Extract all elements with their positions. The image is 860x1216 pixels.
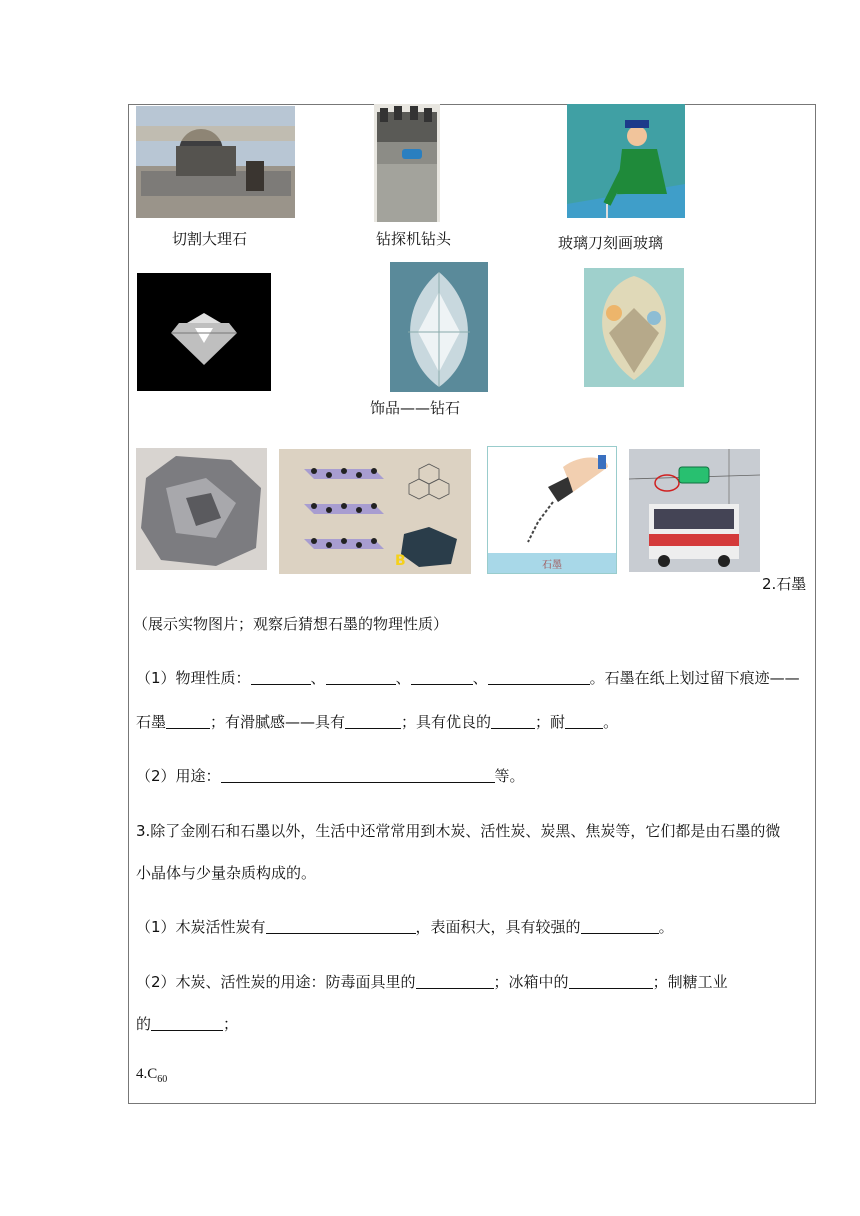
- blank-7[interactable]: [491, 714, 535, 729]
- q1-prefix: （1）物理性质：: [136, 669, 251, 687]
- q1-suffix: 。石墨在纸上划过留下痕迹——: [589, 669, 800, 687]
- drill-bit-photo: [374, 104, 440, 222]
- blank-3[interactable]: [411, 670, 473, 685]
- diamond-black-photo: [137, 273, 271, 391]
- section3-q2-line2: 的 ；: [136, 1015, 239, 1033]
- jewel-caption: 饰品——钻石: [370, 399, 461, 417]
- section4-heading: $4.C_{60}$: [136, 1066, 168, 1085]
- section2-q1-line1: （1）物理性质： 、 、 、 。石墨在纸上划过留下痕迹——: [136, 669, 800, 687]
- blank-13[interactable]: [569, 974, 653, 989]
- diamond-pear-photo: [390, 262, 488, 392]
- blank-4[interactable]: [488, 670, 590, 685]
- blank-9[interactable]: [221, 768, 495, 783]
- section2-q2: （2）用途： 等。: [136, 767, 525, 785]
- blank-14[interactable]: [151, 1016, 223, 1031]
- section2-intro: （展示实物图片；观察后猜想石墨的物理性质）: [133, 615, 449, 633]
- blank-6[interactable]: [345, 714, 401, 729]
- trolleybus-photo: [629, 449, 760, 572]
- blank-5[interactable]: [166, 714, 210, 729]
- marble-cutting-photo: [136, 106, 295, 218]
- glass-caption: 玻璃刀刻画玻璃: [558, 234, 664, 252]
- graphite-ore-photo: [136, 448, 267, 570]
- section3-line1: 3.除了金刚石和石墨以外，生活中还常常用到木炭、活性炭、炭黑、焦炭等，它们都是由石墨的微: [136, 822, 781, 840]
- glass-cutter-illustration: [567, 104, 685, 218]
- section3-q1: （1）木炭活性炭有 ，表面积大，具有较强的 。: [136, 918, 674, 936]
- content-frame: [128, 104, 816, 1104]
- section2-heading: 2.石墨: [762, 575, 807, 593]
- section3-line2: 小晶体与少量杂质构成的。: [136, 864, 317, 882]
- figure-label-b: B: [395, 553, 406, 569]
- blank-2[interactable]: [326, 670, 396, 685]
- diamond-color-photo: [584, 268, 684, 387]
- pencil-illustration: [487, 446, 617, 574]
- blank-12[interactable]: [416, 974, 494, 989]
- drill-caption: 钻探机钻头: [376, 230, 452, 248]
- blank-8[interactable]: [565, 714, 603, 729]
- blank-10[interactable]: [266, 919, 416, 934]
- section3-q2-line1: （2）木炭、活性炭的用途：防毒面具里的 ；冰箱中的 ；制糖工业: [136, 973, 728, 991]
- pencil-label: 石墨: [542, 560, 562, 571]
- graphite-structure-diagram: [279, 449, 471, 574]
- marble-caption: 切割大理石: [172, 230, 248, 248]
- section2-q1-line2: 石墨 ；有滑腻感——具有 ；具有优良的 ；耐 。: [136, 713, 619, 731]
- blank-11[interactable]: [581, 919, 659, 934]
- blank-1[interactable]: [251, 670, 311, 685]
